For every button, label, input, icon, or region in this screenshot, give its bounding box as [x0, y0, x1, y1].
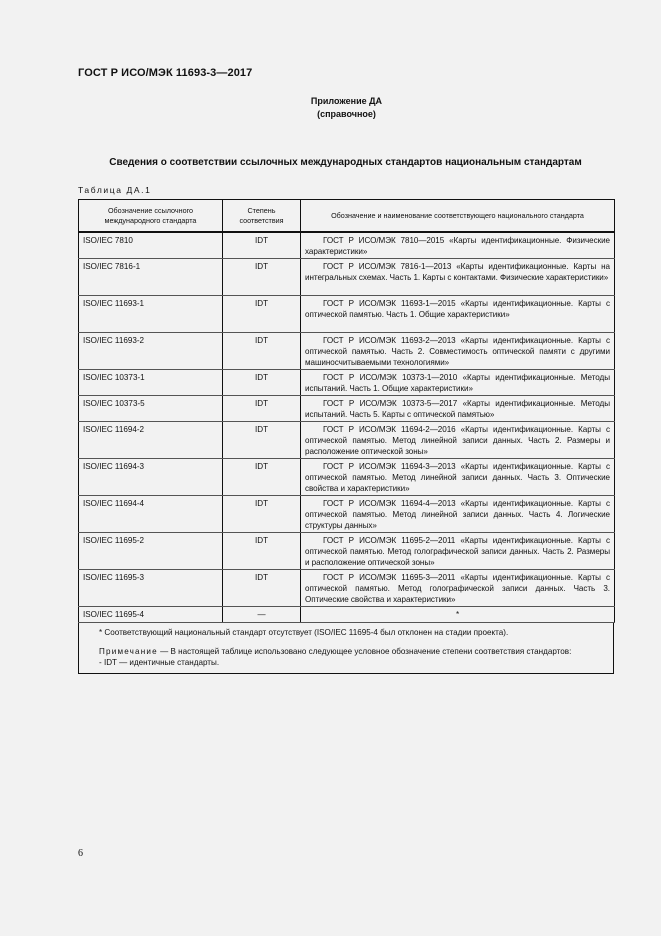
- cell-degree: IDT: [223, 533, 301, 570]
- cell-code: ISO/IEC 11694-3: [79, 459, 223, 496]
- cell-code: ISO/IEC 11695-4: [79, 607, 223, 623]
- table-row: [79, 259, 615, 296]
- note-paragraph: [85, 646, 607, 657]
- annex-subtitle: (справочное): [317, 109, 376, 119]
- note-text: — В настоящей таблице использовано следующее условное обозначение степени соответствия стандартов:: [160, 647, 572, 656]
- cell-standard: ГОСТ Р ИСО/МЭК 11695-3—2011 «Карты идентификационные. Карты с оптической памятью. Метод голографической записи данных. Часть 3. Оптические свойства и характеристики»: [301, 570, 615, 607]
- cell-degree: IDT: [223, 370, 301, 396]
- cell-standard: ГОСТ Р ИСО/МЭК 10373-1—2010 «Карты идентификационные. Методы испытаний. Часть 1. Общие характеристики»: [301, 370, 615, 396]
- cell-degree: IDT: [223, 422, 301, 459]
- cell-code: ISO/IEC 10373-5: [79, 396, 223, 422]
- table-row: [79, 396, 615, 422]
- cell-degree: IDT: [223, 396, 301, 422]
- table-notes: [78, 623, 614, 674]
- table-header-row: [79, 200, 615, 233]
- header-national-standard: Обозначение и наименование соответствующего национального стандарта: [301, 200, 615, 233]
- cell-standard: ГОСТ Р ИСО/МЭК 11694-2—2016 «Карты идентификационные. Карты с оптической памятью. Метод линейной записи данных. Часть 2. Размеры и расположение оптической зоны»: [301, 422, 615, 459]
- cell-degree: —: [223, 607, 301, 623]
- table-row: [79, 459, 615, 496]
- cell-degree: IDT: [223, 259, 301, 296]
- cell-code: ISO/IEC 11695-2: [79, 533, 223, 570]
- table-row: [79, 370, 615, 396]
- cell-degree: IDT: [223, 333, 301, 370]
- cell-code: ISO/IEC 10373-1: [79, 370, 223, 396]
- correspondence-table-wrapper: [78, 199, 614, 674]
- annex-title: Приложение ДА: [310, 96, 383, 106]
- table-row: [79, 422, 615, 459]
- correspondence-table: [78, 199, 615, 623]
- cell-standard: ГОСТ Р ИСО/МЭК 11694-3—2013 «Карты идентификационные. Карты с оптической памятью. Метод линейной записи данных. Часть 3. Оптические свойства и характеристики»: [301, 459, 615, 496]
- cell-standard: ГОСТ Р ИСО/МЭК 10373-5—2017 «Карты идентификационные. Методы испытаний. Часть 5. Карты с оптической памятью»: [301, 396, 615, 422]
- cell-degree: IDT: [223, 232, 301, 259]
- cell-standard: ГОСТ Р ИСО/МЭК 11694-4—2013 «Карты идентификационные. Карты с оптической памятью. Метод линейной записи данных. Часть 4. Логические структуры данных»: [301, 496, 615, 533]
- table-row: [79, 232, 615, 259]
- note-item: - IDT — идентичные стандарты.: [99, 658, 220, 667]
- cell-code: ISO/IEC 11695-3: [79, 570, 223, 607]
- footnote: * Соответствующий национальный стандарт отсутствует (ISO/IEC 11695-4 был отклонен на стадии проекта).: [99, 628, 509, 637]
- cell-code: ISO/IEC 11693-2: [79, 333, 223, 370]
- cell-degree: IDT: [223, 296, 301, 333]
- table-row: [79, 496, 615, 533]
- cell-code: ISO/IEC 7810: [79, 232, 223, 259]
- cell-standard: ГОСТ Р ИСО/МЭК 11693-2—2013 «Карты идентификационные. Карты с оптической памятью. Часть 2. Совместимость оптической памяти с другими машиносчитываемыми технологиями»: [301, 333, 615, 370]
- cell-standard: ГОСТ Р ИСО/МЭК 11693-1—2015 «Карты идентификационные. Карты с оптической памятью. Часть 1. Общие характеристики»: [301, 296, 615, 333]
- table-row: [79, 296, 615, 333]
- cell-code: ISO/IEC 11694-2: [79, 422, 223, 459]
- page-number: 6: [78, 848, 83, 859]
- cell-standard: ГОСТ Р ИСО/МЭК 7816-1—2013 «Карты идентификационные. Карты на интегральных схемах. Часть 1. Карты с контактами. Физические характеристики»: [301, 259, 615, 296]
- header-international-standard: Обозначение ссылочного международного стандарта: [79, 200, 223, 233]
- table-row: [79, 607, 615, 623]
- cell-degree: IDT: [223, 570, 301, 607]
- table-row: [79, 333, 615, 370]
- table-row: [79, 570, 615, 607]
- note-label: Примечание: [99, 647, 158, 656]
- cell-degree: IDT: [223, 459, 301, 496]
- cell-standard: ГОСТ Р ИСО/МЭК 7810—2015 «Карты идентификационные. Физические характеристики»: [301, 232, 615, 259]
- cell-standard: ГОСТ Р ИСО/МЭК 11695-2—2011 «Карты идентификационные. Карты с оптической памятью. Метод голографической записи данных. Часть 2. Размеры и расположение оптической зоны»: [301, 533, 615, 570]
- table-row: [79, 533, 615, 570]
- table-caption: Таблица ДА.1: [78, 185, 152, 195]
- header-degree: Степень соответствия: [223, 200, 301, 233]
- cell-standard: *: [301, 607, 615, 623]
- cell-code: ISO/IEC 11693-1: [79, 296, 223, 333]
- document-header-title: ГОСТ Р ИСО/МЭК 11693-3—2017: [78, 67, 253, 79]
- cell-degree: IDT: [223, 496, 301, 533]
- cell-code: ISO/IEC 11694-4: [79, 496, 223, 533]
- section-title: Сведения о соответствии ссылочных международных стандартов национальным стандартам: [109, 157, 582, 168]
- cell-code: ISO/IEC 7816-1: [79, 259, 223, 296]
